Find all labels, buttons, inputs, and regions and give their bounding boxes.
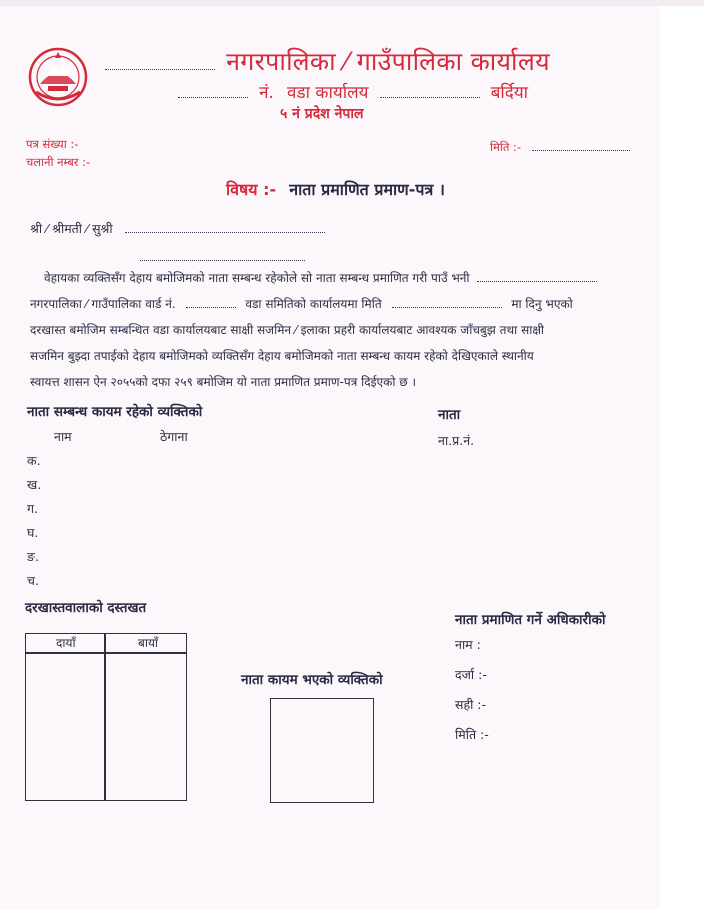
date-label: मिति :- <box>490 140 522 154</box>
left-thumb-label: बायाँ <box>138 636 159 650</box>
address-blank <box>140 260 305 261</box>
office-title: नगरपालिका ⁄ गाउँपालिका कार्यालय <box>226 47 550 76</box>
ward-no-blank <box>186 307 236 308</box>
officer-heading: नाता प्रमाणित गर्ने अधिकारीको <box>455 612 606 628</box>
body-line-5: स्वायत्त शासन ऐन २०५५को दफा २५९ बमोजिम यो नाता प्रमाणित प्रमाण-पत्र दिईएको छ । <box>30 375 417 389</box>
ward-line <box>178 80 528 103</box>
body-text-2a: नगरपालिका ⁄ गाउँपालिका वार्ड नं. <box>30 297 176 311</box>
relation-col-heading: नाता <box>438 407 461 423</box>
body-blank-1 <box>477 281 597 282</box>
province-name: ५ नं प्रदेश नेपाल <box>280 106 364 122</box>
addressee-line <box>30 220 325 237</box>
district-name: बर्दिया <box>490 83 529 103</box>
relation-row-2: ख. <box>27 477 42 492</box>
col-name: नाम <box>54 429 72 444</box>
officer-date-label: मिति :- <box>455 727 489 742</box>
body-text-1: वेहायका व्यक्तिसँग देहाय बमोजिमको नाता सम्बन्ध रहेकोले सो नाता सम्बन्ध प्रमाणित गरी पाउँ भनी <box>44 271 470 285</box>
person-label: नाता कायम भएको व्यक्तिको <box>241 672 383 688</box>
relation-row-6: च. <box>27 573 39 588</box>
ward-name-blank <box>380 97 480 98</box>
apply-date-blank <box>392 307 502 308</box>
ward-prefix: नं. <box>259 83 274 103</box>
thumbprint-box <box>25 633 187 801</box>
addressee-blank <box>125 232 325 233</box>
date-blank <box>532 150 630 151</box>
body-text-2b: वडा समितिको कार्यालयमा मिति <box>245 297 382 311</box>
thumbprint-divider <box>104 634 106 800</box>
addressee-label: श्री ⁄ श्रीमती ⁄ सुश्री <box>30 221 113 236</box>
body-line-3: दरखास्त बमोजिम सम्बन्धित वडा कार्यालयबाट साक्षी सजमिन ⁄ इलाका प्रहरी कार्यालयबाट आवश्यक जाँचबुझ तथा साक्षी <box>30 323 545 337</box>
relation-row-4: घ. <box>27 525 39 540</box>
relation-row-3: ग. <box>27 501 39 516</box>
ward-office-label: वडा कार्यालय <box>287 83 369 103</box>
col-citizenship: ना.प्र.नं. <box>438 433 475 448</box>
subject-line <box>226 178 445 200</box>
relation-heading: नाता सम्बन्ध कायम रहेको व्यक्तिको <box>27 404 203 420</box>
body-line-4: सजमिन बुझ्दा तपाईको देहाय बमोजिमको व्यक्तिसँग देहाय बमोजिमको नाता सम्बन्ध कायम रहेको देखिएकाले स्थानीय <box>30 349 534 363</box>
body-text-2c: मा दिनु भएको <box>511 297 573 311</box>
col-address: ठेगाना <box>160 429 188 444</box>
right-thumb-label: दायाँ <box>56 636 76 650</box>
subject-label: विषय :- <box>226 180 277 199</box>
body-line-1 <box>44 265 597 291</box>
address-blank-line <box>140 246 305 265</box>
officer-name-label: नाम : <box>455 637 481 652</box>
photo-box <box>270 698 374 803</box>
dispatch-number-label: चलानी नम्बर :- <box>26 155 91 169</box>
subject-text: नाता प्रमाणित प्रमाण-पत्र । <box>289 180 445 199</box>
officer-signature-label: सही :- <box>455 697 487 712</box>
officer-rank-label: दर्जा :- <box>455 667 487 682</box>
relation-row-1: क. <box>27 453 41 468</box>
body-line-2 <box>30 291 573 317</box>
scan-margin <box>660 0 704 910</box>
relation-row-5: ङ. <box>27 549 39 564</box>
applicant-signature-heading: दरखास्तवालाको दस्तखत <box>25 600 147 616</box>
ward-number-blank <box>178 97 248 98</box>
letter-number-label: पत्र संख्या :- <box>26 137 79 151</box>
office-title-line <box>105 44 550 78</box>
government-emblem-icon <box>28 46 88 108</box>
office-name-blank <box>105 69 215 70</box>
thumbprint-header-rule <box>26 652 186 654</box>
date-line <box>490 136 630 155</box>
